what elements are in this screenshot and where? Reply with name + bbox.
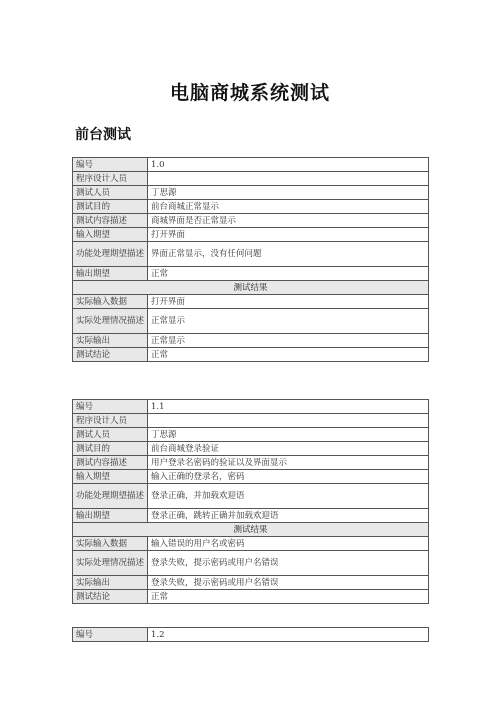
label-conclusion: 测试结论 [73, 348, 148, 362]
label-actual-process: 实际处理情况描述 [73, 551, 148, 576]
value-actual-input: 输入错误的用户名或密码 [148, 537, 429, 551]
value-output-expect: 正常 [148, 267, 429, 281]
value-designer [148, 172, 429, 186]
label-actual-output: 实际输出 [73, 576, 148, 590]
table-row [73, 214, 429, 228]
value-input-expect: 输入正确的登录名，密码 [148, 470, 429, 484]
table-row [73, 590, 429, 604]
value-purpose: 前台商城登录验证 [148, 442, 429, 456]
value-input-expect: 打开界面 [148, 228, 429, 242]
value-purpose: 前台商城正常显示 [148, 200, 429, 214]
value-conclusion: 正常 [148, 348, 429, 362]
table-row [73, 309, 429, 334]
document-title: 电脑商城系统测试 [169, 82, 330, 104]
value-tester: 丁思源 [148, 428, 429, 442]
label-id: 编号 [73, 628, 148, 642]
label-func-expect: 功能处理期望描述 [73, 242, 148, 267]
label-id: 编号 [73, 158, 148, 172]
table-row [73, 484, 429, 509]
value-actual-input: 打开界面 [148, 295, 429, 309]
label-content: 测试内容描述 [73, 214, 148, 228]
table-row [73, 628, 429, 642]
table-row [73, 456, 429, 470]
result-header: 测试结果 [73, 281, 429, 295]
value-conclusion: 正常 [148, 590, 429, 604]
test-case-table [72, 399, 429, 604]
table-row [73, 400, 429, 414]
value-id: 1.1 [148, 400, 429, 414]
table-row [73, 200, 429, 214]
table-row [73, 470, 429, 484]
label-purpose: 测试目的 [73, 200, 148, 214]
table-row [73, 242, 429, 267]
label-actual-input: 实际输入数据 [73, 295, 148, 309]
value-content: 用户登录名密码的验证以及界面显示 [148, 456, 429, 470]
value-actual-output: 登录失败，提示密码或用户名错误 [148, 576, 429, 590]
table-row [73, 295, 429, 309]
table-row [73, 428, 429, 442]
table-row [73, 281, 429, 295]
section-heading: 前台测试 [75, 127, 131, 143]
value-tester: 丁思源 [148, 186, 429, 200]
label-designer: 程序设计人员 [73, 414, 148, 428]
table-row [73, 414, 429, 428]
label-tester: 测试人员 [73, 428, 148, 442]
table-row [73, 186, 429, 200]
label-purpose: 测试目的 [73, 442, 148, 456]
label-input-expect: 输入期望 [73, 470, 148, 484]
label-content: 测试内容描述 [73, 456, 148, 470]
table-row [73, 523, 429, 537]
label-tester: 测试人员 [73, 186, 148, 200]
label-actual-input: 实际输入数据 [73, 537, 148, 551]
value-content: 商城界面是否正常显示 [148, 214, 429, 228]
label-designer: 程序设计人员 [73, 172, 148, 186]
label-func-expect: 功能处理期望描述 [73, 484, 148, 509]
value-actual-process: 正常显示 [148, 309, 429, 334]
table-row [73, 537, 429, 551]
table-row [73, 509, 429, 523]
value-func-expect: 登录正确，并加载欢迎语 [148, 484, 429, 509]
value-designer [148, 414, 429, 428]
value-output-expect: 登录正确，跳转正确并加载欢迎语 [148, 509, 429, 523]
table-row [73, 442, 429, 456]
label-id: 编号 [73, 400, 148, 414]
table-row [73, 228, 429, 242]
label-conclusion: 测试结论 [73, 590, 148, 604]
value-actual-process: 登录失败，提示密码或用户名错误 [148, 551, 429, 576]
value-func-expect: 界面正常显示，没有任何问题 [148, 242, 429, 267]
table-row [73, 158, 429, 172]
table-row [73, 576, 429, 590]
test-case-table [72, 157, 429, 362]
test-case-table [72, 627, 429, 642]
label-actual-process: 实际处理情况描述 [73, 309, 148, 334]
label-output-expect: 输出期望 [73, 509, 148, 523]
table-row [73, 334, 429, 348]
label-input-expect: 输入期望 [73, 228, 148, 242]
value-id: 1.2 [148, 628, 429, 642]
label-output-expect: 输出期望 [73, 267, 148, 281]
table-row [73, 267, 429, 281]
table-row [73, 551, 429, 576]
value-actual-output: 正常显示 [148, 334, 429, 348]
table-row [73, 172, 429, 186]
table-row [73, 348, 429, 362]
label-actual-output: 实际输出 [73, 334, 148, 348]
result-header: 测试结果 [73, 523, 429, 537]
value-id: 1.0 [148, 158, 429, 172]
